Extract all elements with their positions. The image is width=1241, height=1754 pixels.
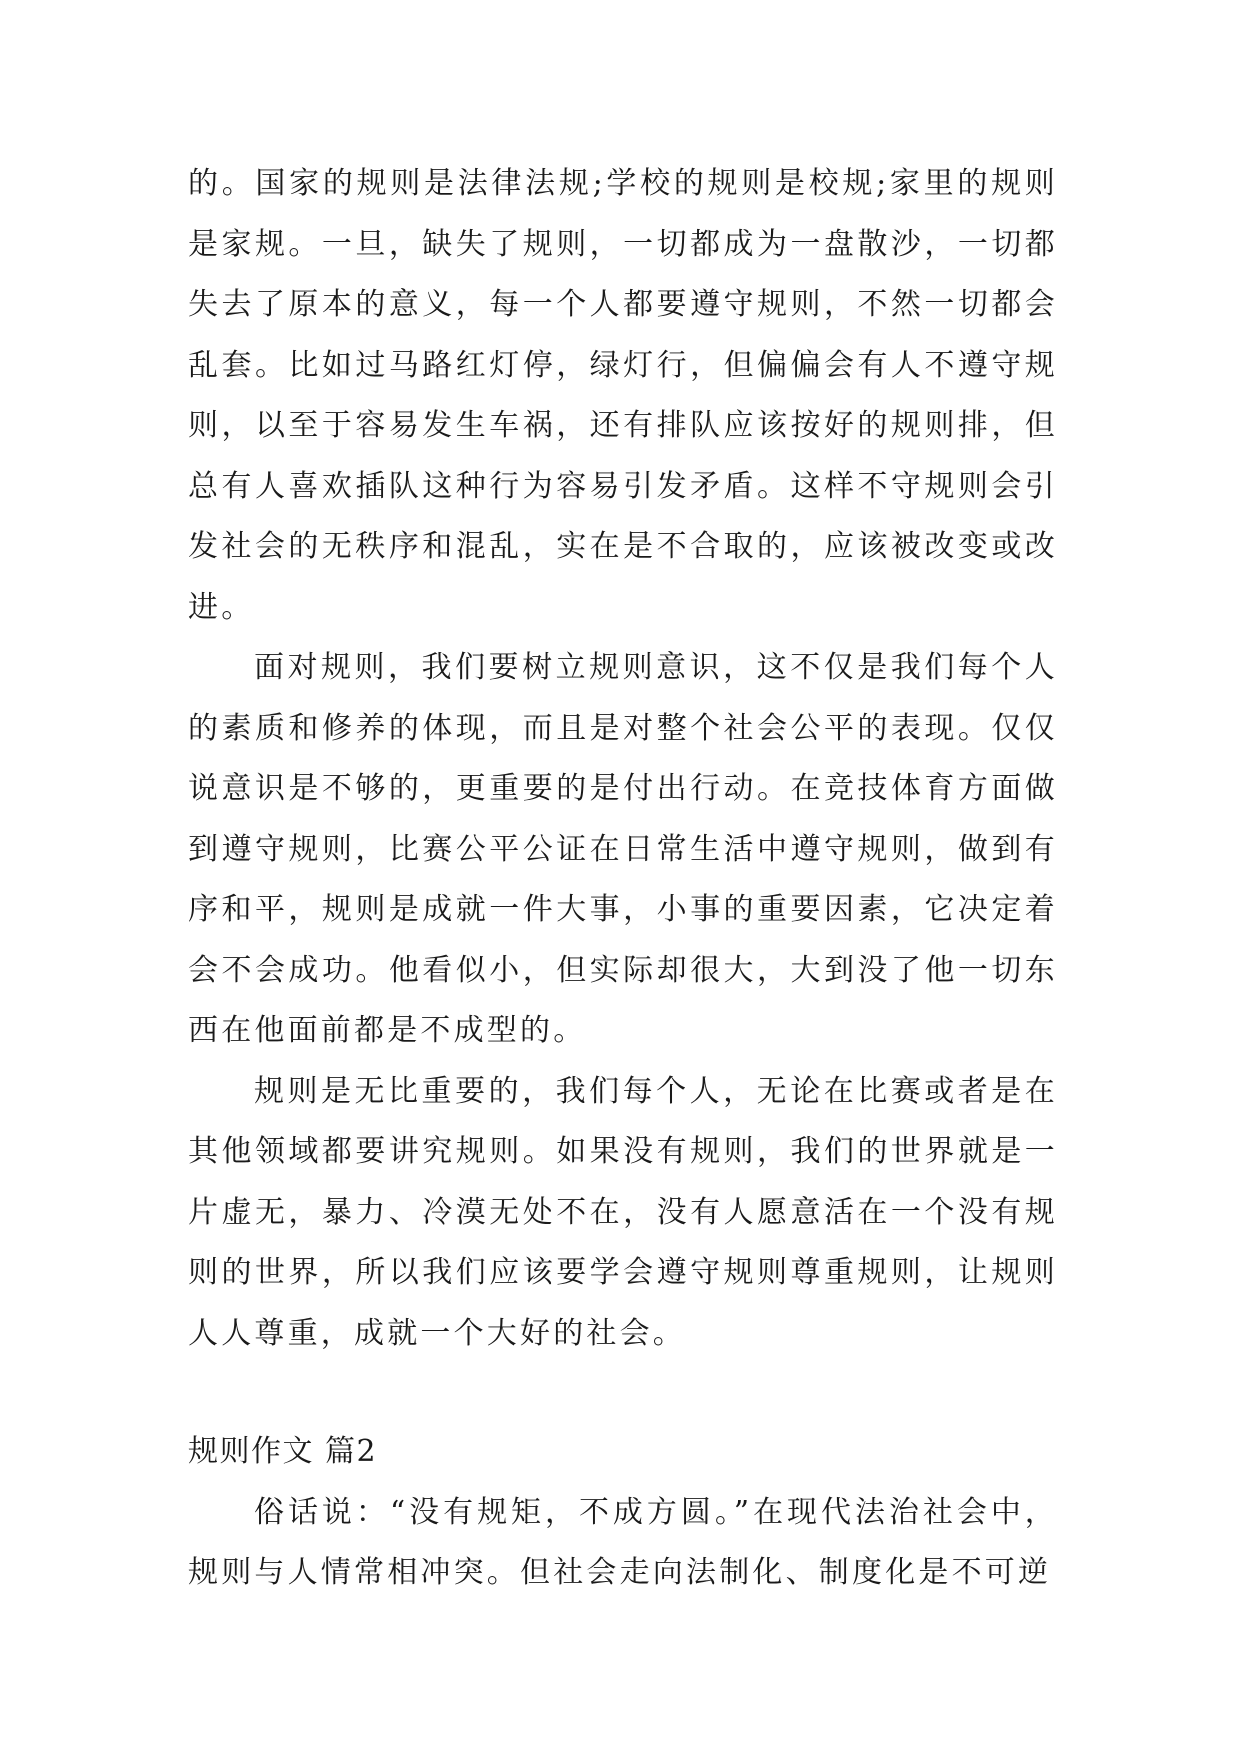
paragraph-rule-awareness: 面对规则，我们要树立规则意识，这不仅是我们每个人的素质和修养的体现，而且是对整个社会公平的表现。仅仅说意识是不够的，更重要的是付出行动。在竞技体育方面做到遵守规则，比赛公平公证在日常生活中遵守规则，做到有序和平，规则是成就一件大事，小事的重要因素，它决定着会不会成功。他看似小，但实际却很大，大到没了他一切东西在他面前都是不成型的。: [188, 650, 1058, 1048]
paragraph-rule-importance: 规则是无比重要的，我们每个人，无论在比赛或者是在其他领域都要讲究规则。如果没有规则，我们的世界就是一片虚无，暴力、冷漠无处不在，没有人愿意活在一个没有规则的世界，所以我们应该要学会遵守规则尊重规则，让规则人人尊重，成就一个大好的社会。: [188, 1073, 1058, 1351]
paragraph-continuation: 的。国家的规则是法律法规;学校的规则是校规;家里的规则是家规。一旦，缺失了规则，一切都成为一盘散沙，一切都失去了原本的意义，每一个人都要遵守规则，不然一切都会乱套。比如过马路红灯停，绿灯行，但偏偏会有人不遵守规则，以至于容易发生车祸，还有排队应该按好的规则排，但总有人喜欢插队这种行为容易引发矛盾。这样不守规则会引发社会的无秩序和混乱，实在是不合取的，应该被改变或改进。: [188, 166, 1058, 625]
document-page: [188, 154, 1058, 1604]
section-title: 规则作文 篇2: [188, 1434, 378, 1469]
paragraph-section2-intro: 俗话说：“没有规矩，不成方圆。”在现代法治社会中，规则与人情常相冲突。但社会走向法制化、制度化是不可逆: [188, 1494, 1058, 1590]
